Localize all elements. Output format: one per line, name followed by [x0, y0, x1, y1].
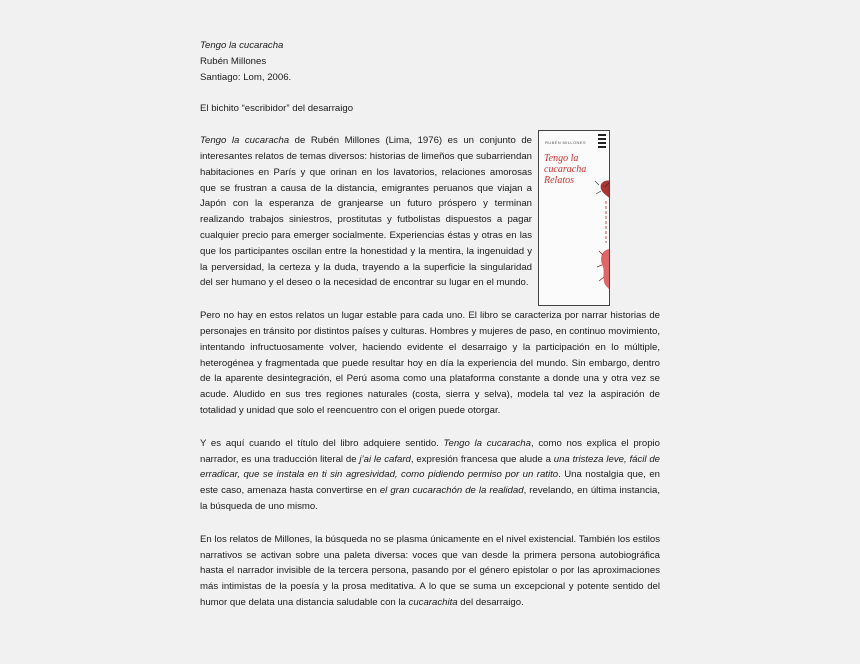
paragraph-4-italic-cucarachita: cucarachita [408, 596, 458, 608]
review-document [200, 38, 660, 611]
book-author: Rubén Millones [200, 55, 267, 67]
paragraph-3-italic-quote: una tristeza leve, fácil de erradicar, que se instala en ti sin agresividad, como pidiendo permiso por un ratito [200, 453, 661, 481]
paragraph-1-text: de Rubén Millones (Lima, 1976) es un conjunto de interesantes relatos de temas diversos: historias de limeños que subarriendan habitaciones en París y que orinan en los lavatorios, relaciones amorosas que se frustran a causa de la distancia, emigrantes peruanos que viajan a Japón con la esperanza de granjearse un futuro próspero y terminan realizando trabajos siniestros, prostitutas y futbolistas dispuestos a pagar cualquier precio para emerger socialmente. Experiencias éstas y otras en las que los participantes oscilan entre la honestidad y la mentira, la ingenuidad y la perversidad, la certeza y la duda, trayendo a la superficie la singularidad del ser humano y el deseo o la necesidad de encontrar su lugar en el mundo. [200, 135, 532, 289]
cockroach-illustration-icon [539, 131, 610, 306]
cover-title-line-2: Relatos [544, 175, 574, 187]
paragraph-3-text-e: , expresión francesa que alude a [410, 453, 554, 465]
paragraph-3-text-c: , como nos explica el propio narrador, es una traducción literal de [200, 437, 660, 465]
paragraph-3-italic-french: j’ai le cafard [359, 453, 411, 465]
paragraph-3-text-a: Y es aquí cuando el título del libro adquiere sentido. [200, 437, 444, 449]
paragraph-4-text-c: del desarraigo. [457, 596, 524, 608]
paragraph-4 [200, 532, 660, 611]
publication-info: Santiago: Lom, 2006. [200, 71, 292, 83]
paragraph-3-text-i: , revelando, en última instancia, la búsqueda de uno mismo. [200, 485, 660, 512]
first-section [200, 133, 660, 291]
paragraph-1 [200, 133, 532, 291]
cover-title-line-1: Tengo la cucaracha [544, 153, 587, 176]
book-metadata [200, 38, 660, 85]
cover-author: RUBÉN MILLONES [545, 140, 586, 146]
paragraph-4-text-a: En los relatos de Millones, la búsqueda no se plasma únicamente en el nivel existencial. También los estilos narrativos se activan sobre una paleta diversa: voces que van desde la primera persona autobiográfica hasta el narrador invisible de la tercera persona, pasando por el género epistolar o por las aproximaciones más intimistas de la poesía y la prosa meditativa. A lo que se suma un excepcional y potente sentido del humor que delata una distancia saludable con la [200, 533, 660, 608]
paragraph-3-italic-title: Tengo la cucaracha [443, 437, 531, 449]
paragraph-1-book-title: Tengo la cucaracha [200, 135, 290, 147]
paragraph-3-italic-cucarachon: el gran cucarachón de la realidad [379, 485, 524, 497]
paragraph-2: Pero no hay en estos relatos un lugar estable para cada uno. El libro se caracteriza por narrar historias de personajes en tránsito por distintos países y culturas. Hombres y mujeres de paso, en continuo movimiento, intentando infructuosamente volver, haciendo evidente el desarraigo y la participación en lo múltiple, heterogénea y fragmentada que puede resultar hoy en día la experiencia del mundo. Sin embargo, dentro de la aparente desintegración, el Perú asoma como una plataforma constante a donde una y otra vez se acude. Aludido en sus tres regiones naturales (costa, sierra y selva), modela tal vez la aspiración de totalidad y unidad que solo el reencuentro con el origen puede otorgar. [200, 310, 660, 416]
paragraph-3 [200, 436, 660, 515]
book-cover-image [538, 130, 610, 306]
review-title: El bichito “escribidor” del desarraigo [200, 103, 354, 115]
paragraph-3-text-g: . Una nostalgia que, en este caso, amenaza hasta convertirse en [200, 469, 660, 497]
book-title: Tengo la cucaracha [200, 40, 284, 51]
